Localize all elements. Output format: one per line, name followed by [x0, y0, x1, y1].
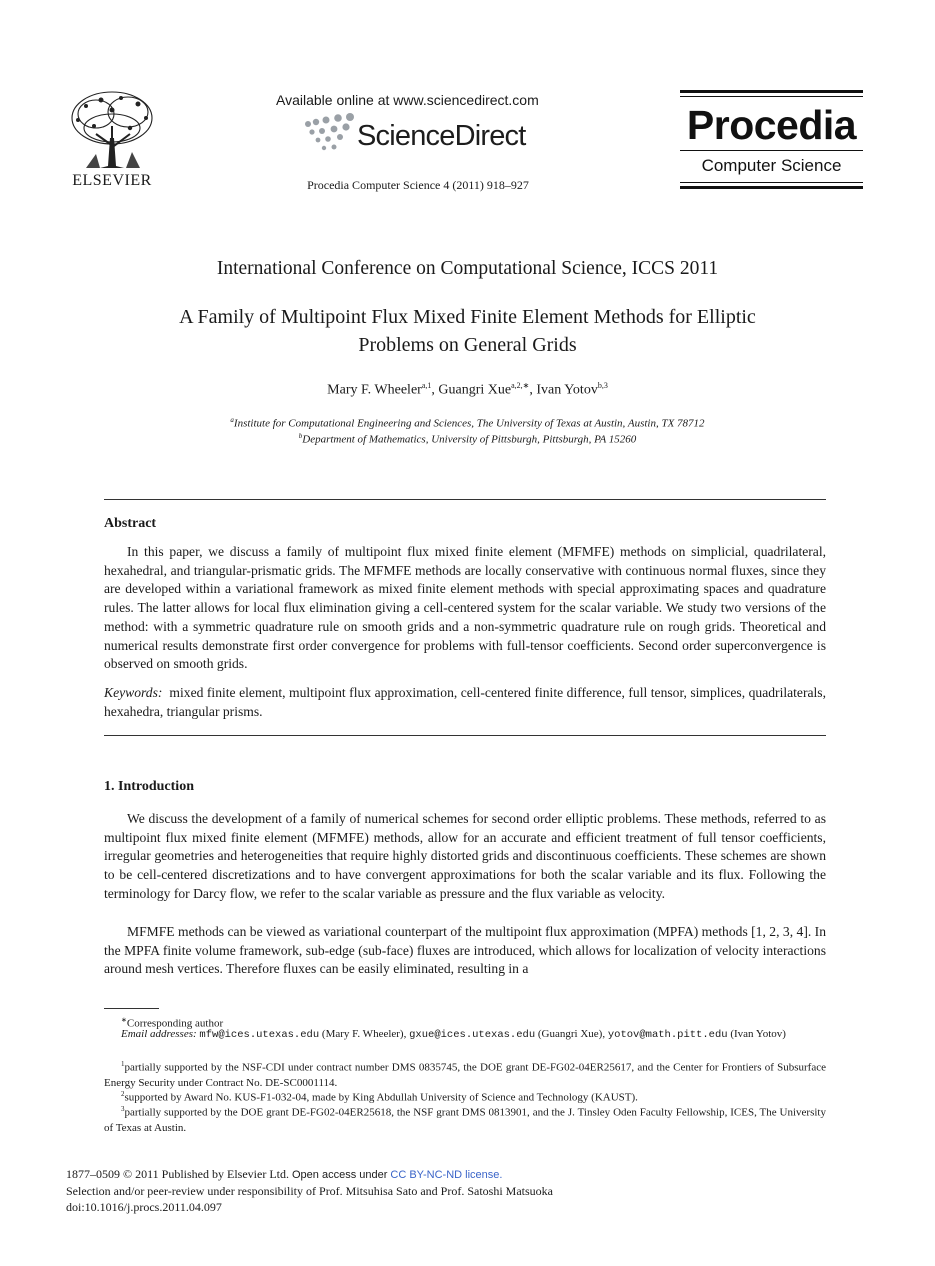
email-owner: (Ivan Yotov): [730, 1028, 786, 1040]
affiliation-text: Department of Mathematics, University of Pittsburgh, Pittsburgh, PA 15260: [302, 433, 637, 446]
author-name: Mary F. Wheeler: [327, 382, 422, 398]
affiliation-text: Institute for Computational Engineering and Sciences, The University of Texas at Austin, Austin, TX 78712: [233, 417, 705, 430]
abstract-heading: Abstract: [104, 516, 157, 531]
author-affil-mark: b,3: [597, 381, 608, 390]
abstract-text: In this paper, we discuss a family of multipoint flux mixed finite element (MFMFE) methods on simplicial, quadrilateral, hexahedral, and triangular-prismatic grids. The MFMFE methods are locally conservative with continuous normal fluxes, since they are developed within a variational framework as mixed finite element methods with special approximating spaces and quadrature rules. The latter allows for local flux elimination giving a cell-centered system for the scalar variable. We study two versions of the method: with a symmetric quadrature rule on smooth grids and a non-symmetric quadrature rule on rough grids. Theoretical and numerical results demonstrate first order convergence for problems with full-tensor coefficients. Second order superconvergence is observed on smooth grids.: [104, 544, 826, 672]
body-paragraph: MFMFE methods can be viewed as variational counterpart of the multipoint flux approximation (MPFA) methods [1, 2, 3, 4]. In the MPFA finite volume framework, sub-edge (sub-face) fluxes are introduced, which allows for localization of velocity interactions around mesh vertices. Therefore fluxes can be easily eliminated, resulting in a: [104, 924, 826, 977]
keywords: [104, 684, 826, 721]
author-affil-mark: a,1: [421, 381, 432, 390]
footnote: [104, 1057, 826, 1091]
footnote-rule: [104, 1008, 159, 1009]
author-list: Mary F. Wheeler$^{a,1}$, Guangri Xue$^{a,2,∗}$, Ivan Yotov$^{b,3}$: [327, 381, 608, 398]
available-online-text: Available online at www.sciencedirect.com: [276, 92, 539, 108]
procedia-subtitle: Computer Science: [701, 156, 842, 175]
footnote-text: Corresponding author: [126, 1017, 224, 1030]
footnote: [104, 1102, 826, 1136]
open-access-text: Open access under: [292, 1169, 388, 1181]
author-name: Ivan Yotov: [536, 382, 598, 398]
email-owner: (Mary F. Wheeler),: [321, 1028, 407, 1040]
footnote-mark: ∗: [121, 1016, 127, 1024]
email-owner: (Guangri Xue),: [537, 1028, 606, 1040]
conference-title: International Conference on Computational Science, ICCS 2011: [216, 258, 719, 279]
author-affil-mark: a,2,∗: [511, 381, 530, 390]
divider: [104, 499, 826, 500]
footnote-emails: [104, 1027, 826, 1043]
affiliation-mark: a: [230, 416, 234, 424]
footnote-mark: 2: [121, 1090, 125, 1098]
footnote-text: partially supported by the DOE grant DE-FG02-04ER25618, the NSF grant DMS 0813901, and the J. Tinsley Oden Faculty Fellowship, ICES, The University of Texas at Austin.: [104, 1106, 826, 1134]
elsevier-wordmark: ELSEVIER: [72, 172, 152, 189]
footnote-mark: 1: [121, 1060, 125, 1068]
divider: [104, 735, 826, 736]
paper-title-line-1: A Family of Multipoint Flux Mixed Finite Element Methods for Elliptic: [179, 306, 756, 328]
copyright-text: 1877–0509 © 2011 Published by Elsevier Ltd.: [66, 1167, 289, 1181]
procedia-wordmark: Procedia: [686, 102, 857, 148]
review-line: Selection and/or peer-review under responsibility of Prof. Mitsuhisa Sato and Prof. Satoshi Matsuoka: [66, 1184, 554, 1198]
paper-title: [100, 303, 835, 359]
keywords-label: Keywords:: [104, 685, 163, 700]
affiliation: [100, 432, 835, 446]
body-paragraph: We discuss the development of a family of numerical schemes for second order elliptic problems. These methods, referred to as multipoint flux mixed finite element (MFMFE) methods, allow for an accurate and efficient treatment of full tensor coefficients, irregular geometries and heterogeneities that require highly distorted grids and discontinuous coefficients. These schemes are shown to be cell-centered discretizations and to have convergent approximations for both the scalar variable and its flux. Following the terminology for Darcy flow, we refer to the scalar variable as pressure and the flux variable as velocity.: [104, 811, 826, 901]
affiliation-mark: b: [298, 432, 303, 440]
email-link[interactable]: mfw@ices.utexas.edu: [199, 1029, 320, 1041]
email-label: Email addresses:: [121, 1028, 197, 1040]
section-heading: 1. Introduction: [104, 779, 194, 794]
email-link[interactable]: gxue@ices.utexas.edu: [409, 1029, 536, 1041]
license-link[interactable]: CC BY-NC-ND license.: [390, 1169, 503, 1181]
keywords-text: mixed finite element, multipoint flux approximation, cell-centered finite difference, full tensor, simplices, quadrilaterals, hexahedra, triangular prisms.: [104, 685, 826, 719]
paper-title-line-2: Problems on General Grids: [358, 334, 577, 356]
footnote-mark: 3: [121, 1105, 125, 1113]
footnote-text: partially supported by the NSF-CDI under contract number DMS 0835745, the DOE grant DE-FG02-04ER25617, and the Center for Frontiers of Subsurface Energy Security under Contract No. DE-SC0001114.: [104, 1061, 826, 1089]
affiliation: [100, 416, 835, 430]
email-link[interactable]: yotov@math.pitt.edu: [607, 1029, 728, 1041]
journal-citation: Procedia Computer Science 4 (2011) 918–927: [307, 178, 529, 192]
procedia-logo: [680, 90, 863, 190]
issn-line: [66, 1167, 502, 1182]
author-name: Guangri Xue: [438, 382, 512, 398]
footnote-text: supported by Award No. KUS-F1-032-04, made by King Abdullah University of Science and Technology (KAUST).: [124, 1091, 638, 1104]
sciencedirect-wordmark: ScienceDirect: [357, 120, 526, 152]
doi-line[interactable]: doi:10.1016/j.procs.2011.04.097: [66, 1200, 222, 1214]
